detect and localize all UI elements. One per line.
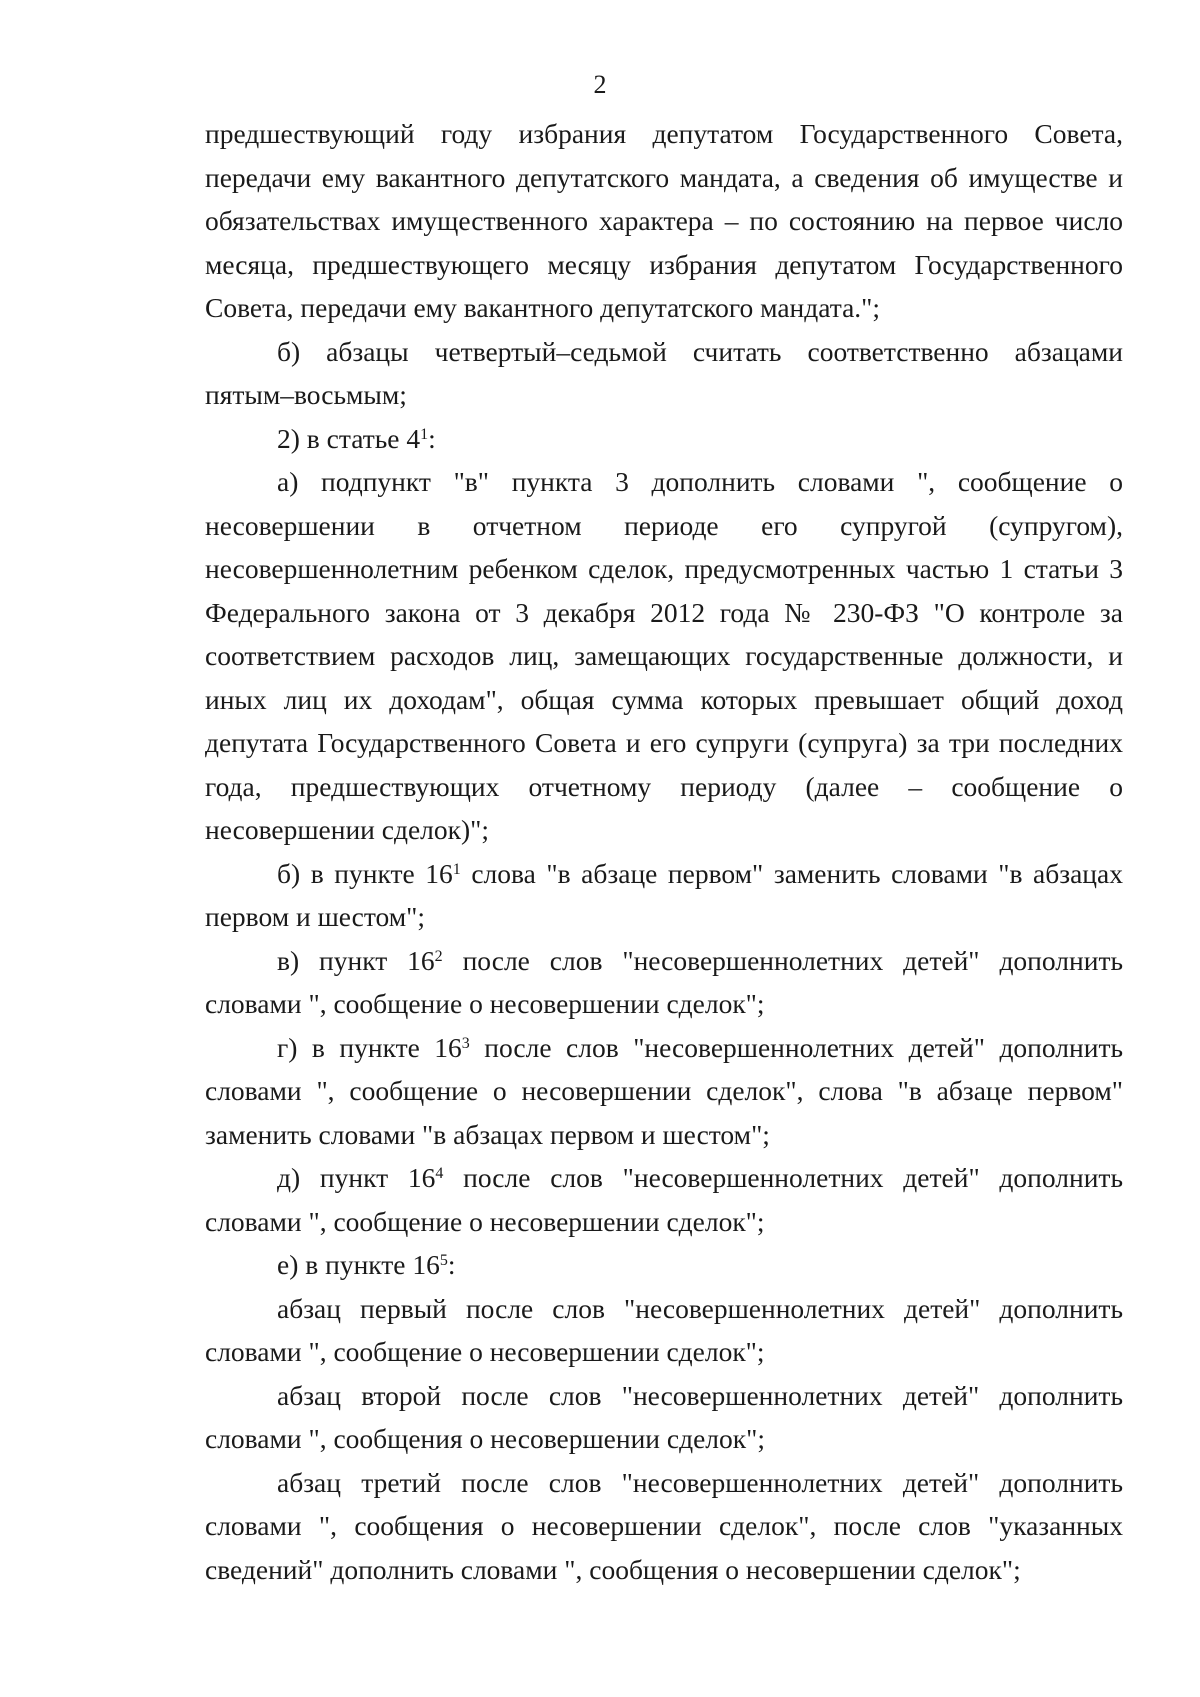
document-body xyxy=(205,112,1123,1591)
paragraph-text: абзац первый после слов "несовершеннолетних детей" дополнить словами ", сообщение о несовершении сделок"; xyxy=(205,1292,1123,1367)
paragraph xyxy=(205,1026,1123,1157)
paragraph-text: абзац третий после слов "несовершеннолетних детей" дополнить словами ", сообщения о несовершении сделок", после слов "указанных сведений" дополнить словами ", сообщения о несовершении сделок"; xyxy=(205,1466,1123,1585)
paragraph xyxy=(205,939,1123,1026)
paragraph-text: предшествующий году избрания депутатом Государственного Совета, передачи ему вакантного депутатского мандата, а сведения об имуществе и обязательствах имущественного характера – по состоянию на первое число месяца, предшествующего месяцу избрания депутатом Государственного Совета, передачи ему вакантного депутатского мандата."; xyxy=(205,118,1123,323)
page-number: 2 xyxy=(593,70,607,99)
paragraph-text: после слов "несовершеннолетних детей" дополнить словами ", сообщение о несовершении сделок", слова "в абзаце первом" заменить словами "в абзацах первом и шестом"; xyxy=(205,1031,1124,1150)
paragraph xyxy=(205,112,1123,330)
paragraph-text: е) в пункте 16 xyxy=(277,1249,440,1280)
paragraph xyxy=(205,460,1123,852)
paragraph-text: б) в пункте 16 xyxy=(277,857,453,889)
paragraph-text: в) пункт 16 xyxy=(277,944,435,976)
paragraph-text: : xyxy=(447,1249,456,1280)
paragraph-text: после слов "несовершеннолетних детей" дополнить словами ", сообщение о несовершении сделок"; xyxy=(205,1162,1123,1237)
superscript: 1 xyxy=(452,860,461,878)
paragraph-text: д) пункт 16 xyxy=(277,1162,436,1193)
superscript: 2 xyxy=(434,947,443,965)
superscript: 4 xyxy=(435,1165,444,1182)
superscript: 5 xyxy=(439,1252,448,1269)
paragraph xyxy=(205,1461,1123,1592)
paragraph xyxy=(205,1156,1123,1243)
paragraph xyxy=(205,852,1123,939)
superscript: 1 xyxy=(420,425,429,443)
paragraph xyxy=(205,417,1123,461)
paragraph-text: : xyxy=(428,422,436,454)
paragraph xyxy=(205,1243,1123,1287)
paragraph-text: слова "в абзаце первом" заменить словами "в абзацах первом и шестом"; xyxy=(205,857,1123,932)
paragraph-text: б) абзацы четвертый–седьмой считать соответственно абзацами пятым–восьмым; xyxy=(205,335,1123,410)
superscript: 3 xyxy=(461,1034,470,1052)
paragraph-text: абзац второй после слов "несовершеннолетних детей" дополнить словами ", сообщения о несовершении сделок"; xyxy=(205,1379,1123,1454)
paragraph-text: а) подпункт "в" пункта 3 дополнить словами ", сообщение о несовершении в отчетном периоде его супругой (супругом), несовершеннолетним ребенком сделок, предусмотренных частью 1 статьи 3 Федерального закона от 3 декабря 2012 года № 230-ФЗ "О контроле за соответствием расходов лиц, замещающих государственные должности, и иных лиц их доходам", общая сумма которых превышает общий доход депутата Государственного Совета и его супруги (супруга) за три последних года, предшествующих отчетному периоду (далее – сообщение о несовершении сделок)"; xyxy=(205,466,1123,845)
paragraph xyxy=(205,1287,1123,1374)
paragraph-text: г) в пункте 16 xyxy=(277,1031,462,1063)
paragraph xyxy=(205,330,1123,417)
paragraph-text: 2) в статье 4 xyxy=(277,422,421,454)
paragraph xyxy=(205,1374,1123,1461)
paragraph-text: после слов "несовершеннолетних детей" дополнить словами ", сообщение о несовершении сделок"; xyxy=(205,944,1124,1019)
